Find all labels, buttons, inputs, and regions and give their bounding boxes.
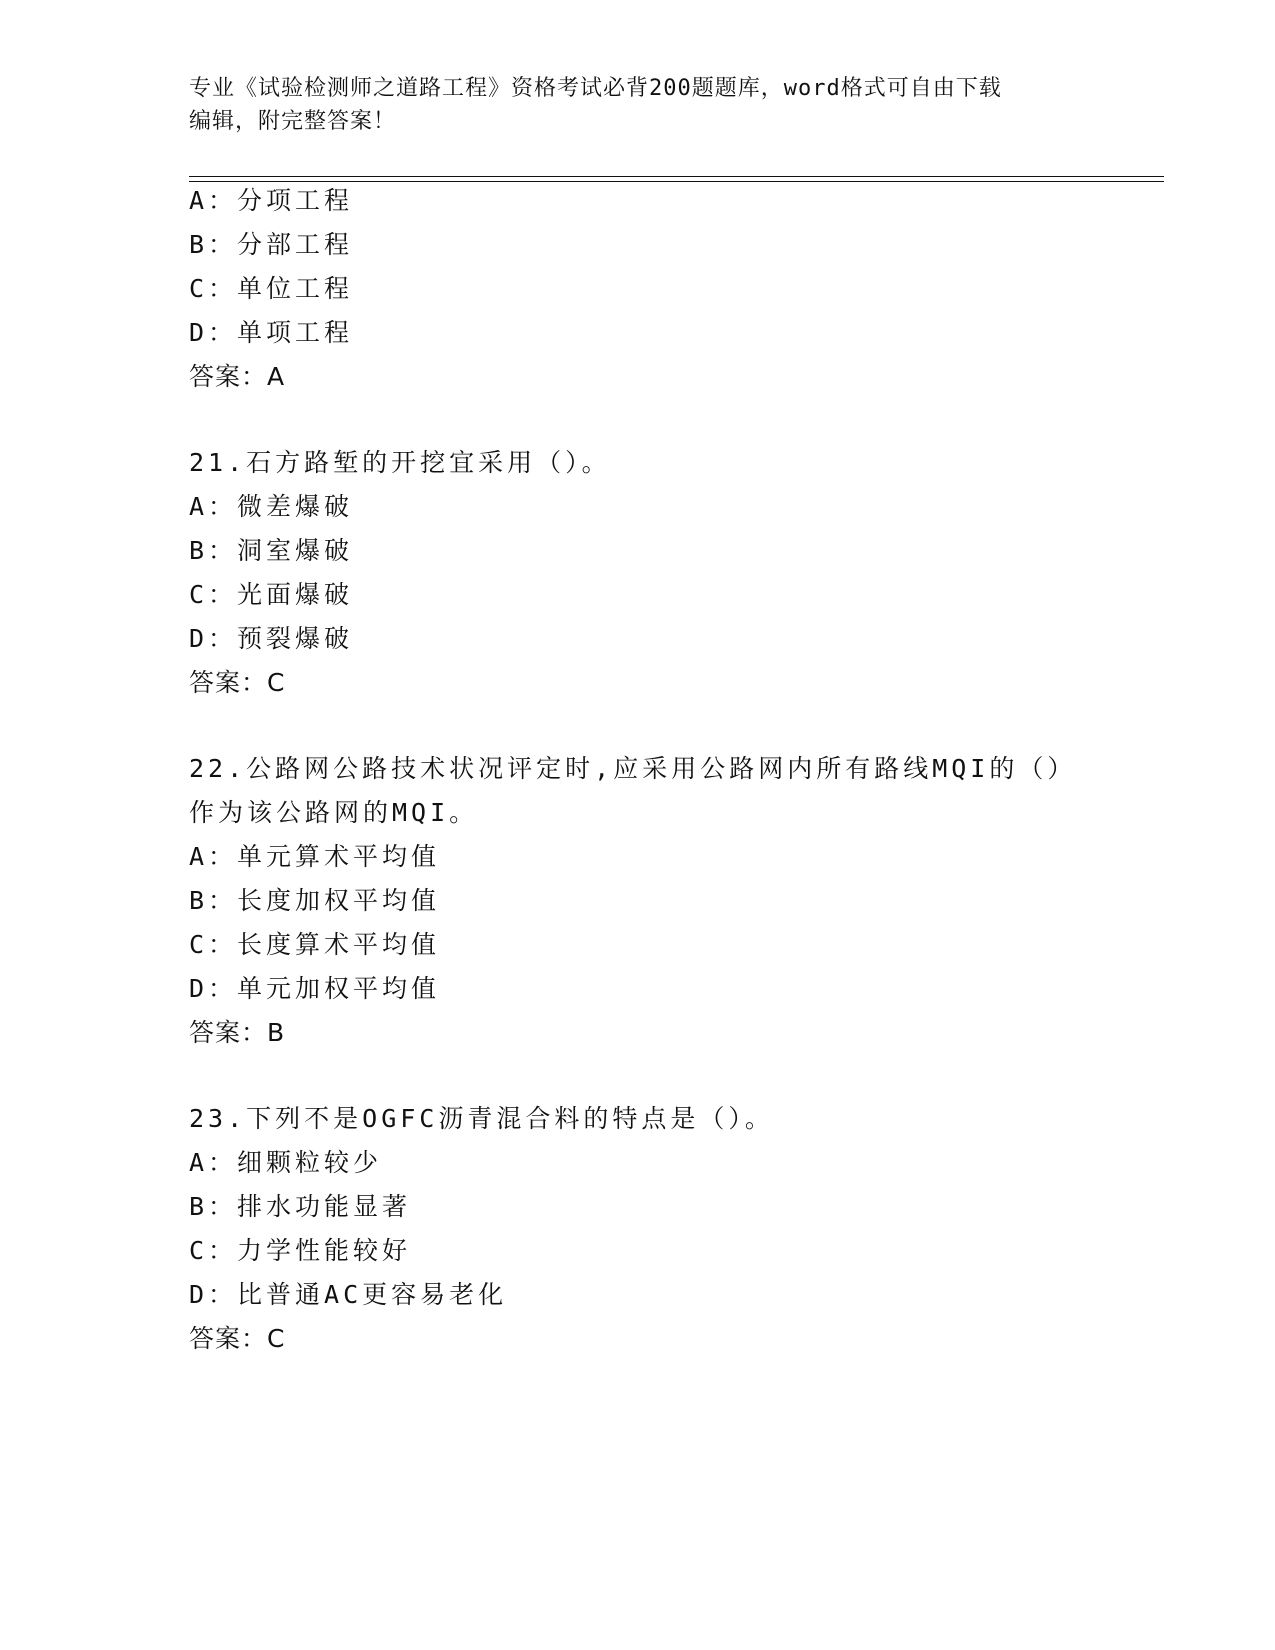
option-b: B：洞室爆破 bbox=[189, 536, 354, 565]
option-a: A：单元算术平均值 bbox=[189, 842, 441, 871]
option-b: B：排水功能显著 bbox=[189, 1192, 412, 1221]
option-c: C：力学性能较好 bbox=[189, 1236, 412, 1265]
option-d: D：单项工程 bbox=[189, 318, 354, 347]
option-c: C：光面爆破 bbox=[189, 580, 354, 609]
option-c: C：单位工程 bbox=[189, 274, 354, 303]
question-stem: 23.下列不是OGFC沥青混合料的特点是（）。 bbox=[189, 1104, 774, 1133]
option-c: C：长度算术平均值 bbox=[189, 930, 441, 959]
option-a: A：分项工程 bbox=[189, 186, 354, 215]
question-stem-line-2: 作为该公路网的MQI。 bbox=[189, 798, 479, 827]
answer-label: 答案：C bbox=[189, 1324, 286, 1353]
option-d: D：单元加权平均值 bbox=[189, 974, 441, 1003]
option-b: B：长度加权平均值 bbox=[189, 886, 441, 915]
document-header bbox=[189, 72, 1089, 138]
header-divider-top bbox=[189, 176, 1164, 177]
header-divider-bottom bbox=[189, 181, 1164, 182]
option-a: A：微差爆破 bbox=[189, 492, 354, 521]
question-stem: 21.石方路堑的开挖宜采用（）。 bbox=[189, 448, 611, 477]
header-line-2: 编辑，附完整答案！ bbox=[189, 109, 397, 134]
question-stem-line-1: 22.公路网公路技术状况评定时,应采用公路网内所有路线MQI的（） bbox=[189, 754, 1077, 783]
option-b: B：分部工程 bbox=[189, 230, 354, 259]
answer-label: 答案：A bbox=[189, 362, 286, 391]
header-line-1: 专业《试验检测师之道路工程》资格考试必背200题题库，word格式可自由下载 bbox=[189, 76, 1002, 101]
option-a: A：细颗粒较少 bbox=[189, 1148, 383, 1177]
answer-label: 答案：C bbox=[189, 668, 286, 697]
option-d: D：比普通AC更容易老化 bbox=[189, 1280, 508, 1309]
option-d: D：预裂爆破 bbox=[189, 624, 354, 653]
answer-label: 答案：B bbox=[189, 1018, 286, 1047]
